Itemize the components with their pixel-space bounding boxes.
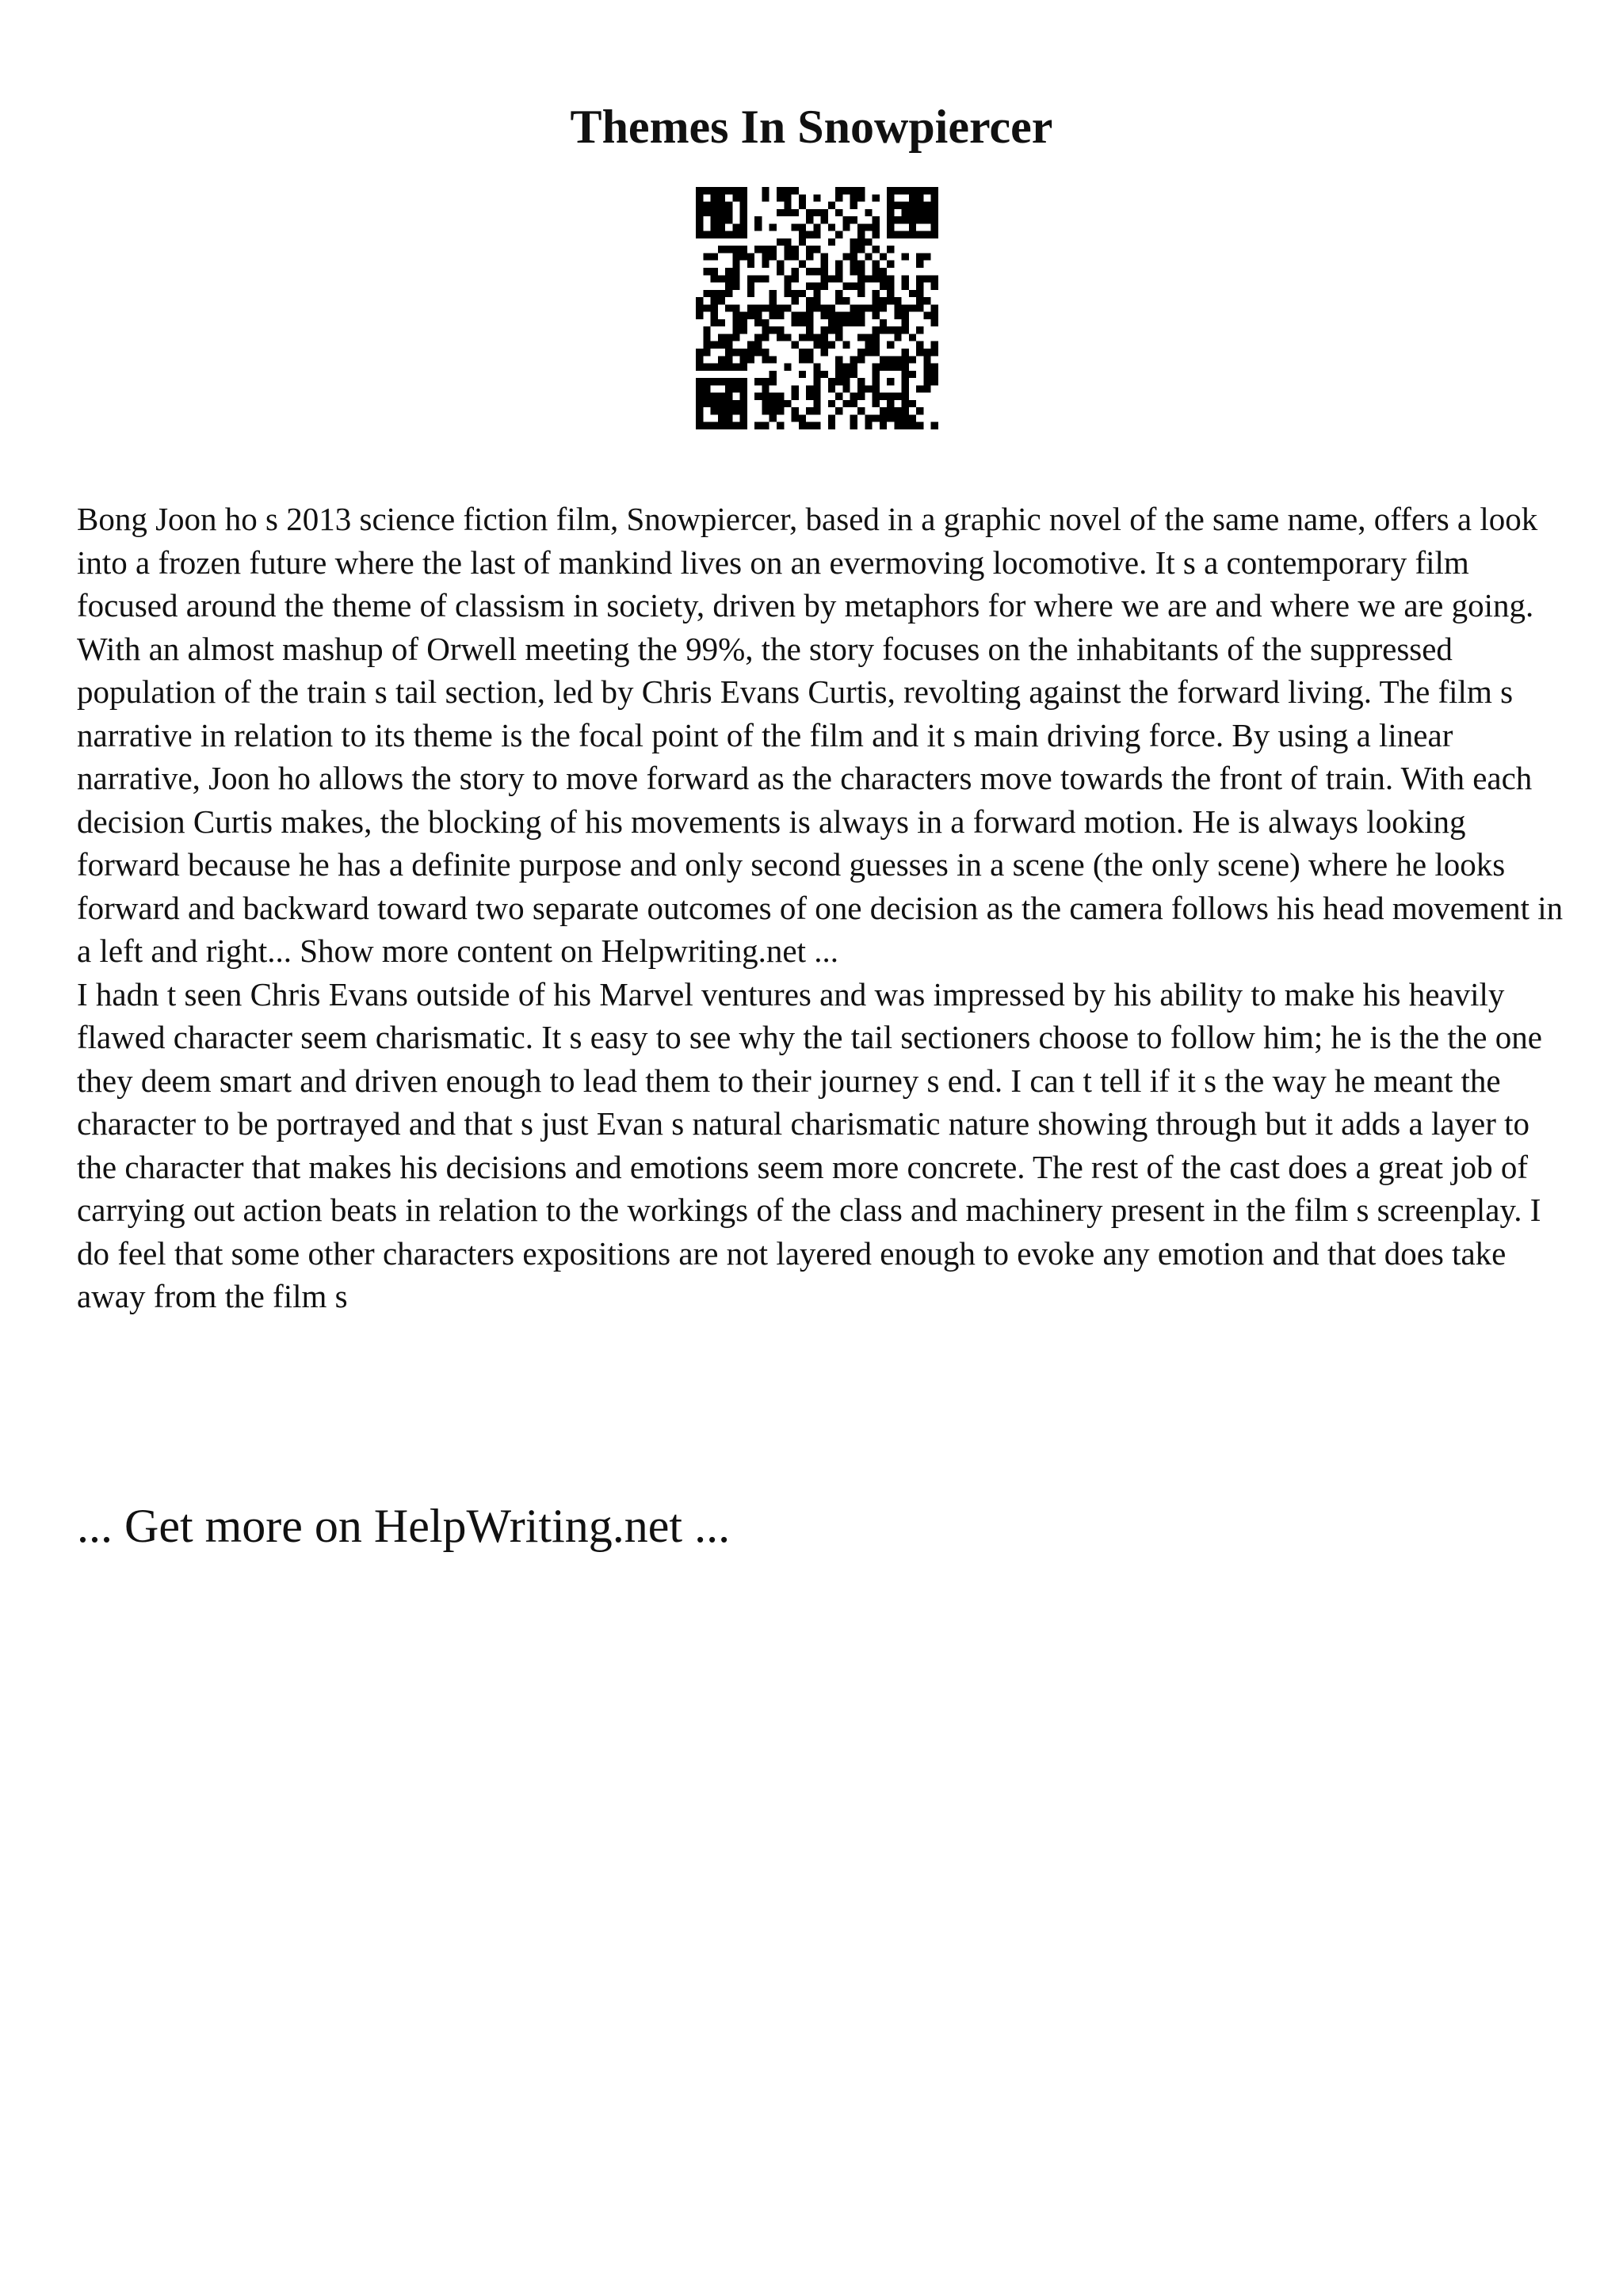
paragraph-2: I hadn t seen Chris Evans outside of his Marvel ventures and was impressed by his ability to make his heavily flawed character seem charismatic. It s easy to see why the tail sectioners choose to follow him; he is the the one they deem smart and driven enough to lead them to their journey s end. I can t tell if it s the way he meant the character to be portrayed and that s just Evan s natural charismatic nature showing through but it adds a layer to the character that makes his decisions and emotions seem more concrete. The rest of the cast does a great job of carrying out action beats in relation to the workings of the class and machinery present in the film s screenplay. I do feel that some other characters expositions are not layered enough to evoke any emotion and that does take away from the film s xyxy=(77,975,1542,1314)
paragraph-1: Bong Joon ho s 2013 science fiction film, Snowpiercer, based in a graphic novel of the same name, offers a look into a frozen future where the last of mankind lives on an evermoving locomotive. It s a contemporary film focused around the theme of classism in society, driven by metaphors for where we are and where we are going. With an almost mashup of Orwell meeting the 99%, the story focuses on the inhabitants of the suppressed population of the train s tail section, led by Chris Evans Curtis, revolting against the forward living. The film s narrative in relation to its theme is the focal point of the film and it s main driving force. By using a linear narrative, Joon ho allows the story to move forward as the characters move towards the front of train. With each decision Curtis makes, the blocking of his movements is always in a forward motion. He is always looking forward because he has a definite purpose and only second guesses in a scene (the only scene) where he looks forward and backward toward two separate outcomes of one decision as the camera follows his head movement in a left and right... Show more content on Helpwriting.net ... xyxy=(77,501,1564,969)
get-more-link[interactable]: ... Get more on HelpWriting.net ... xyxy=(77,1500,731,1552)
qr-code-icon[interactable] xyxy=(696,187,938,429)
article-body xyxy=(77,498,1575,1318)
page-title: Themes In Snowpiercer xyxy=(570,101,1053,153)
